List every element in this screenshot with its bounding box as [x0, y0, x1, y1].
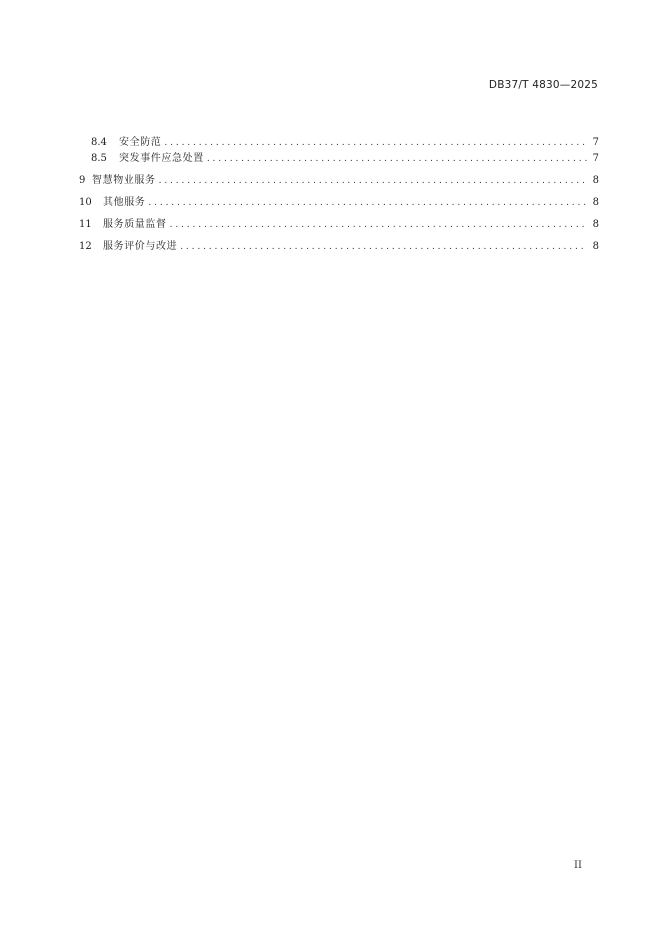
toc-entry-page: 7	[592, 153, 599, 164]
page-number: II	[574, 860, 582, 871]
toc-entry-title: 安全防范	[119, 137, 162, 148]
toc-entry-number: 11	[79, 219, 92, 230]
toc-entry-page: 8	[592, 175, 599, 186]
toc-entry-number: 8.4	[91, 137, 107, 148]
toc-leader-dots	[207, 151, 587, 167]
toc-leader-dots	[164, 135, 587, 151]
toc-entry[interactable]	[79, 173, 599, 189]
toc-entry[interactable]	[91, 135, 599, 151]
toc-entry-title: 智慧物业服务	[92, 175, 156, 186]
toc-entry-number: 9	[79, 175, 86, 186]
toc-entry[interactable]	[79, 195, 599, 211]
toc-entry-number: 10	[79, 197, 92, 208]
toc-entry[interactable]	[79, 239, 599, 255]
toc-leader-dots	[148, 195, 587, 211]
toc-entry-title: 服务质量监督	[103, 219, 167, 230]
document-code: DB37/T 4830—2025	[488, 79, 598, 91]
toc-entry-page: 7	[592, 137, 599, 148]
toc-leader-dots	[170, 217, 587, 233]
toc-leader-dots	[180, 239, 587, 255]
toc-entry-page: 8	[592, 197, 599, 208]
toc-entry-title: 突发事件应急处置	[119, 153, 204, 164]
toc-entry-number: 8.5	[91, 153, 107, 164]
toc-entry[interactable]	[79, 217, 599, 233]
toc-entry-page: 8	[592, 241, 599, 252]
toc-entry-number: 12	[79, 241, 92, 252]
toc-entry-title: 其他服务	[103, 197, 146, 208]
toc-entry-title: 服务评价与改进	[103, 241, 178, 252]
toc-leader-dots	[159, 173, 587, 189]
toc-entry[interactable]	[91, 151, 599, 167]
toc-entry-page: 8	[592, 219, 599, 230]
